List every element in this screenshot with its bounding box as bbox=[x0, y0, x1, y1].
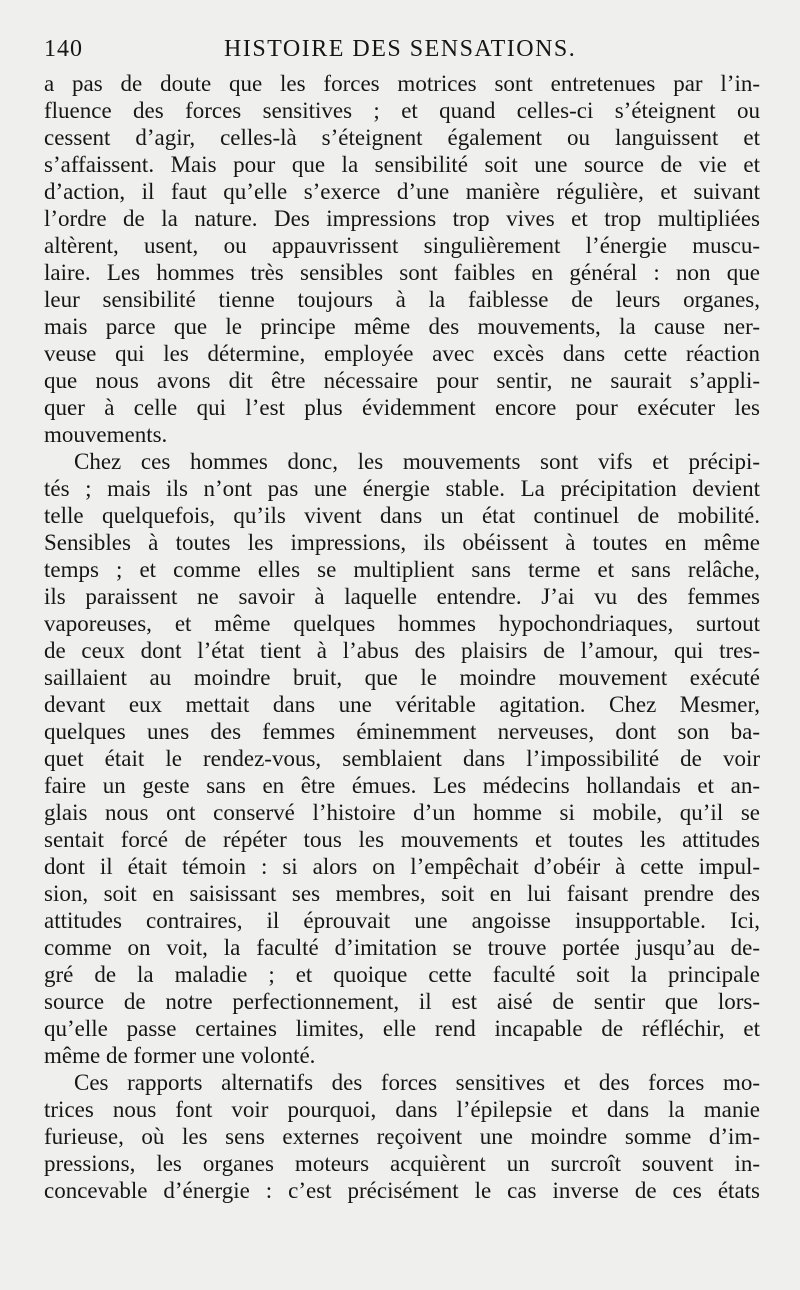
text-line: de ceux dont l’état tient à l’abus des plaisirs de l’amour, qui tres- bbox=[44, 638, 760, 663]
running-title: HISTOIRE DES SENSATIONS. bbox=[224, 36, 577, 62]
text-line: même de former une volonté. bbox=[44, 1043, 316, 1068]
text-line: mais parce que le principe même des mouvements, la cause ner- bbox=[44, 314, 760, 339]
text-line: telle quelquefois, qu’ils vivent dans un état continuel de mobilité. bbox=[44, 503, 760, 528]
text-line: Ces rapports alternatifs des forces sensitives et des forces mo- bbox=[74, 1070, 760, 1095]
text-line: quelques unes des femmes éminemment nerveuses, dont son ba- bbox=[44, 719, 760, 744]
text-line: concevable d’énergie : c’est précisément le cas inverse de ces états bbox=[44, 1178, 760, 1203]
text-line: faire un geste sans en être émues. Les médecins hollandais et an- bbox=[44, 773, 760, 798]
text-line: pressions, les organes moteurs acquièrent un surcroît souvent in- bbox=[44, 1151, 760, 1176]
text-line: source de notre perfectionnement, il est aisé de sentir que lors- bbox=[44, 989, 760, 1014]
text-line: attitudes contraires, il éprouvait une angoisse insupportable. Ici, bbox=[44, 908, 760, 933]
text-line: altèrent, usent, ou appauvrissent singulièrement l’énergie muscu- bbox=[44, 233, 760, 258]
text-line: sion, soit en saisissant ses membres, soit en lui faisant prendre des bbox=[44, 881, 760, 906]
text-line: fluence des forces sensitives ; et quand celles-ci s’éteignent ou bbox=[44, 98, 760, 123]
text-line: dont il était témoin : si alors on l’empêchait d’obéir à cette impul- bbox=[44, 854, 760, 879]
text-line: mouvements. bbox=[44, 422, 168, 447]
text-line: Sensibles à toutes les impressions, ils obéissent à toutes en même bbox=[44, 530, 760, 555]
text-line: trices nous font voir pourquoi, dans l’épilepsie et dans la manie bbox=[44, 1097, 760, 1122]
page-header bbox=[44, 36, 760, 70]
text-line: que nous avons dit être nécessaire pour sentir, ne saurait s’appli- bbox=[44, 368, 760, 393]
text-line: furieuse, où les sens externes reçoivent une moindre somme d’im- bbox=[44, 1124, 760, 1149]
text-line: gré de la maladie ; et quoique cette faculté soit la principale bbox=[44, 962, 760, 987]
text-line: s’affaissent. Mais pour que la sensibilité soit une source de vie et bbox=[44, 152, 760, 177]
text-line: sentait forcé de répéter tous les mouvements et toutes les attitudes bbox=[44, 827, 760, 852]
text-line: veuse qui les détermine, employée avec excès dans cette réaction bbox=[44, 341, 760, 366]
text-line: quer à celle qui l’est plus évidemment encore pour exécuter les bbox=[44, 395, 760, 420]
text-line: Chez ces hommes donc, les mouvements sont vifs et précipi- bbox=[74, 449, 760, 474]
text-line: d’action, il faut qu’elle s’exerce d’une manière régulière, et suivant bbox=[44, 179, 760, 204]
text-line: comme on voit, la faculté d’imitation se trouve portée jusqu’au de- bbox=[44, 935, 760, 960]
text-line: quet était le rendez-vous, semblaient dans l’impossibilité de voir bbox=[44, 746, 760, 771]
text-line: cessent d’agir, celles-là s’éteignent également ou languissent et bbox=[44, 125, 760, 150]
text-line: laire. Les hommes très sensibles sont faibles en général : non que bbox=[44, 260, 760, 285]
text-line: saillaient au moindre bruit, que le moindre mouvement exécuté bbox=[44, 665, 760, 690]
text-line: devant eux mettait dans une véritable agitation. Chez Mesmer, bbox=[44, 692, 760, 717]
page-number: 140 bbox=[44, 36, 83, 62]
text-line: leur sensibilité tienne toujours à la faiblesse de leurs organes, bbox=[44, 287, 760, 312]
text-line: qu’elle passe certaines limites, elle rend incapable de réfléchir, et bbox=[44, 1016, 760, 1041]
text-line: l’ordre de la nature. Des impressions trop vives et trop multipliées bbox=[44, 206, 760, 231]
text-line: a pas de doute que les forces motrices sont entretenues par l’in- bbox=[44, 71, 760, 96]
body-text bbox=[44, 70, 760, 1204]
text-line: glais nous ont conservé l’histoire d’un homme si mobile, qu’il se bbox=[44, 800, 760, 825]
text-line: vaporeuses, et même quelques hommes hypochondriaques, surtout bbox=[44, 611, 760, 636]
text-line: ils paraissent ne savoir à laquelle entendre. J’ai vu des femmes bbox=[44, 584, 760, 609]
text-line: temps ; et comme elles se multiplient sans terme et sans relâche, bbox=[44, 557, 760, 582]
text-line: tés ; mais ils n’ont pas une énergie stable. La précipitation devient bbox=[44, 476, 760, 501]
